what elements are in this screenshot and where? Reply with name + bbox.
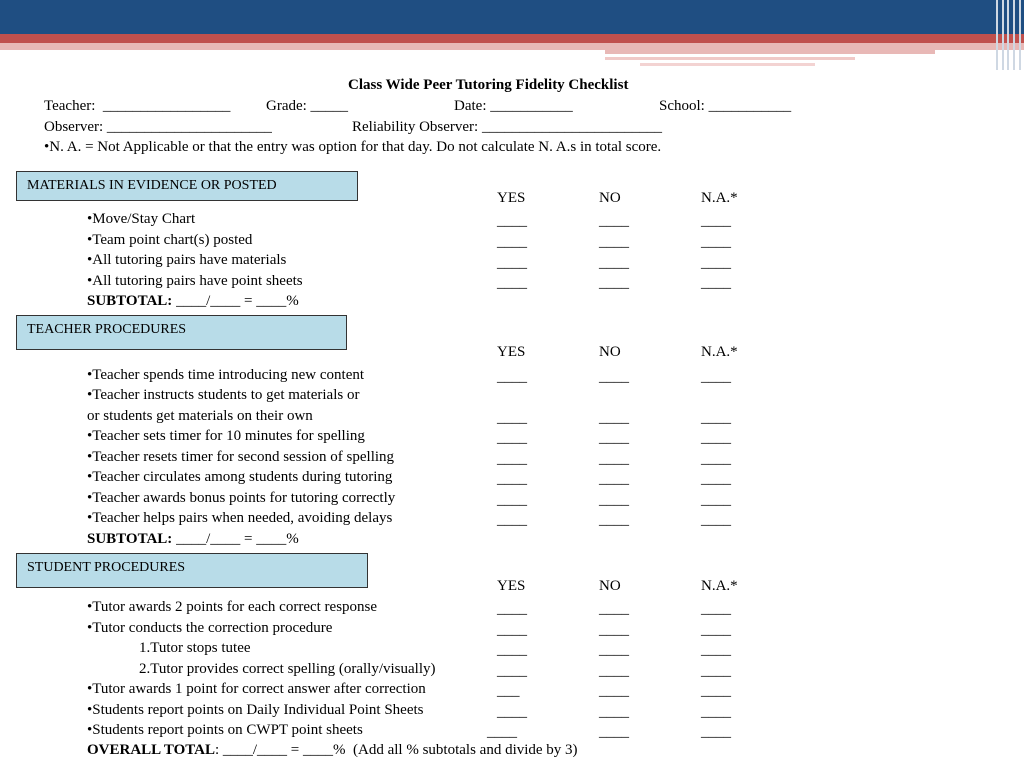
no-blank[interactable]: ____ bbox=[599, 451, 629, 467]
na-note: •N. A. = Not Applicable or that the entry was option for that day. Do not calculate N. A.s in total score. bbox=[44, 139, 662, 155]
yes-blank[interactable]: ____ bbox=[497, 622, 527, 638]
checklist-item: •Students report points on CWPT point sheets bbox=[87, 722, 363, 738]
banner-top-blue bbox=[0, 0, 1024, 34]
no-blank[interactable]: ____ bbox=[599, 255, 629, 271]
yes-blank[interactable]: ____ bbox=[497, 275, 527, 291]
na-blank[interactable]: ____ bbox=[701, 471, 731, 487]
yes-blank[interactable]: ____ bbox=[487, 724, 517, 740]
banner-accent-line bbox=[640, 63, 815, 66]
no-blank[interactable]: ____ bbox=[599, 275, 629, 291]
yes-blank[interactable]: ____ bbox=[497, 213, 527, 229]
yes-blank[interactable]: ____ bbox=[497, 369, 527, 385]
no-blank[interactable]: ____ bbox=[599, 430, 629, 446]
page-title: Class Wide Peer Tutoring Fidelity Checklist bbox=[348, 77, 629, 93]
checklist-item: •Teacher awards bonus points for tutoring correctly bbox=[87, 490, 396, 506]
na-blank[interactable]: ____ bbox=[701, 683, 731, 699]
yes-blank[interactable]: ____ bbox=[497, 410, 527, 426]
na-blank[interactable]: ____ bbox=[701, 663, 731, 679]
grade-field: Grade: _____ bbox=[266, 98, 349, 114]
no-blank[interactable]: ____ bbox=[599, 724, 629, 740]
no-blank[interactable]: ____ bbox=[599, 663, 629, 679]
na-blank[interactable]: ____ bbox=[701, 255, 731, 271]
no-blank[interactable]: ____ bbox=[599, 512, 629, 528]
na-blank[interactable]: ____ bbox=[701, 642, 731, 658]
overall-total-label: OVERALL TOTAL bbox=[87, 742, 215, 758]
checklist-item: •Students report points on Daily Individual Point Sheets bbox=[87, 702, 424, 718]
na-blank[interactable]: ____ bbox=[701, 275, 731, 291]
col-no-label: NO bbox=[599, 344, 621, 360]
na-blank[interactable]: ____ bbox=[701, 724, 731, 740]
no-blank[interactable]: ____ bbox=[599, 601, 629, 617]
col-na-label: N.A.* bbox=[701, 190, 738, 206]
no-blank[interactable]: ____ bbox=[599, 704, 629, 720]
yes-blank[interactable]: ____ bbox=[497, 430, 527, 446]
overall-total bbox=[87, 741, 578, 759]
banner-pink-stripe bbox=[0, 43, 1024, 50]
col-na-label: N.A.* bbox=[701, 344, 738, 360]
na-blank[interactable]: ____ bbox=[701, 451, 731, 467]
yes-blank[interactable]: ____ bbox=[497, 663, 527, 679]
subtotal-label: SUBTOTAL: bbox=[87, 293, 177, 309]
col-no-label: NO bbox=[599, 190, 621, 206]
yes-blank[interactable]: ___ bbox=[497, 683, 520, 699]
na-blank[interactable]: ____ bbox=[701, 410, 731, 426]
checklist-subitem: 1.Tutor stops tutee bbox=[139, 640, 251, 656]
checklist-item: •Teacher circulates among students during tutoring bbox=[87, 469, 393, 485]
col-yes-label: YES bbox=[497, 344, 526, 360]
yes-blank[interactable]: ____ bbox=[497, 234, 527, 250]
no-blank[interactable]: ____ bbox=[599, 471, 629, 487]
subtotal-blanks[interactable]: ____/____ = ____% bbox=[176, 293, 299, 309]
col-na-label: N.A.* bbox=[701, 578, 738, 594]
school-field: School: ___________ bbox=[659, 98, 792, 114]
col-no-label: NO bbox=[599, 578, 621, 594]
subtotal-label: SUBTOTAL: bbox=[87, 531, 177, 547]
yes-blank[interactable]: ____ bbox=[497, 451, 527, 467]
overall-total-formula[interactable]: : ____/____ = ____% (Add all % subtotals and divide by 3) bbox=[214, 742, 578, 758]
banner-red-stripe bbox=[0, 34, 1024, 43]
checklist-item: •All tutoring pairs have point sheets bbox=[87, 273, 303, 289]
yes-blank[interactable]: ____ bbox=[497, 255, 527, 271]
checklist-item: •Teacher helps pairs when needed, avoiding delays bbox=[87, 510, 393, 526]
yes-blank[interactable]: ____ bbox=[497, 512, 527, 528]
yes-blank[interactable]: ____ bbox=[497, 471, 527, 487]
no-blank[interactable]: ____ bbox=[599, 213, 629, 229]
yes-blank[interactable]: ____ bbox=[497, 492, 527, 508]
na-blank[interactable]: ____ bbox=[701, 430, 731, 446]
no-blank[interactable]: ____ bbox=[599, 492, 629, 508]
no-blank[interactable]: ____ bbox=[599, 642, 629, 658]
checklist-item: •Teacher instructs students to get materials or bbox=[87, 387, 360, 403]
no-blank[interactable]: ____ bbox=[599, 622, 629, 638]
banner-accent-line bbox=[605, 50, 935, 54]
checklist-item: •Tutor conducts the correction procedure bbox=[87, 620, 333, 636]
na-blank[interactable]: ____ bbox=[701, 492, 731, 508]
na-blank[interactable]: ____ bbox=[701, 622, 731, 638]
section-header-materials: MATERIALS IN EVIDENCE OR POSTED bbox=[16, 171, 358, 201]
na-blank[interactable]: ____ bbox=[701, 601, 731, 617]
no-blank[interactable]: ____ bbox=[599, 410, 629, 426]
checklist-item: •Teacher spends time introducing new content bbox=[87, 367, 365, 383]
checklist-item: •Tutor awards 2 points for each correct response bbox=[87, 599, 378, 615]
checklist-item: •Tutor awards 1 point for correct answer after correction bbox=[87, 681, 426, 697]
checklist-item: •All tutoring pairs have materials bbox=[87, 252, 287, 268]
na-blank[interactable]: ____ bbox=[701, 234, 731, 250]
col-yes-label: YES bbox=[497, 190, 526, 206]
checklist-item: •Team point chart(s) posted bbox=[87, 232, 253, 248]
no-blank[interactable]: ____ bbox=[599, 369, 629, 385]
na-blank[interactable]: ____ bbox=[701, 369, 731, 385]
observer-field: Observer: ______________________ bbox=[44, 119, 272, 135]
checklist-item: •Teacher resets timer for second session of spelling bbox=[87, 449, 395, 465]
reliability-observer-field: Reliability Observer: ________________________ bbox=[352, 119, 662, 135]
subtotal-blanks[interactable]: ____/____ = ____% bbox=[176, 531, 299, 547]
checklist-item: or students get materials on their own bbox=[87, 408, 313, 424]
col-yes-label: YES bbox=[497, 578, 526, 594]
teacher-field: Teacher: _________________ bbox=[44, 98, 231, 114]
banner-vertical-stripes bbox=[994, 0, 1024, 70]
checklist-item: •Move/Stay Chart bbox=[87, 211, 196, 227]
no-blank[interactable]: ____ bbox=[599, 234, 629, 250]
na-blank[interactable]: ____ bbox=[701, 512, 731, 528]
section-header-teacher: TEACHER PROCEDURES bbox=[16, 315, 347, 350]
subtotal-teacher bbox=[87, 530, 299, 548]
na-blank[interactable]: ____ bbox=[701, 213, 731, 229]
yes-blank[interactable]: ____ bbox=[497, 601, 527, 617]
date-field: Date: ___________ bbox=[454, 98, 573, 114]
subtotal-materials bbox=[87, 292, 299, 310]
checklist-subitem: 2.Tutor provides correct spelling (orally/visually) bbox=[139, 661, 436, 677]
yes-blank[interactable]: ____ bbox=[497, 704, 527, 720]
yes-blank[interactable]: ____ bbox=[497, 642, 527, 658]
na-blank[interactable]: ____ bbox=[701, 704, 731, 720]
section-header-student: STUDENT PROCEDURES bbox=[16, 553, 368, 588]
no-blank[interactable]: ____ bbox=[599, 683, 629, 699]
banner-accent-line bbox=[605, 57, 855, 60]
checklist-item: •Teacher sets timer for 10 minutes for spelling bbox=[87, 428, 365, 444]
